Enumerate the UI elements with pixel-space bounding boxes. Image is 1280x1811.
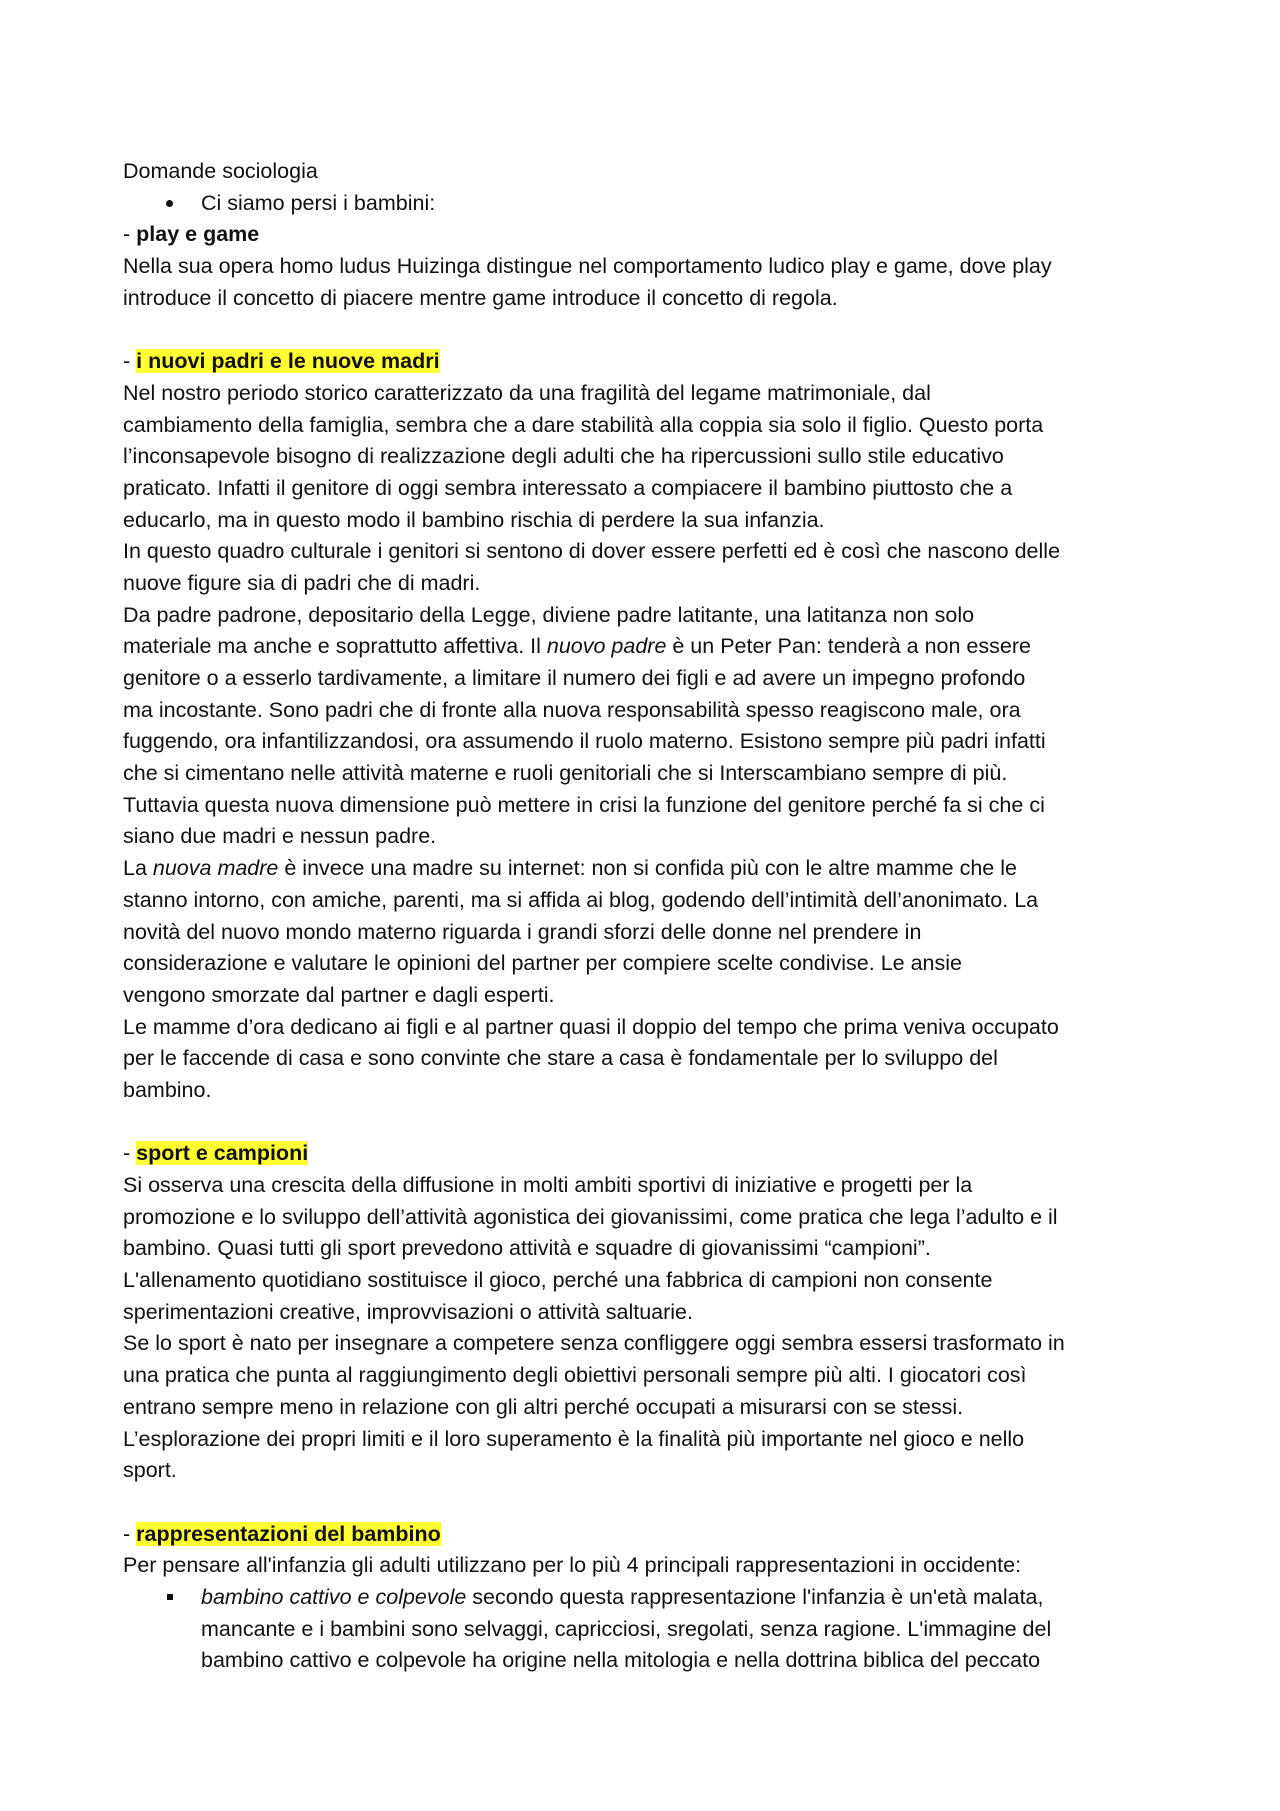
paragraph-line (123, 853, 1170, 885)
section-body-nuovi-padri (123, 378, 1170, 1107)
section-heading-rappresentazioni (123, 1519, 1170, 1551)
paragraph-line: promozione e lo sviluppo dell’attività agonistica dei giovanissimi, come pratica che lega l’adulto e il (123, 1204, 1058, 1229)
highlighted-heading: sport e campioni (136, 1141, 309, 1166)
paragraph-line: Nel nostro periodo storico caratterizzato da una fragilità del legame matrimoniale, dal (123, 380, 931, 405)
paragraph-line: stanno intorno, con amiche, parenti, ma si affida ai blog, godendo dell’intimità dell’anonimato. La (123, 887, 1039, 912)
paragraph-line: Se lo sport è nato per insegnare a competere senza confliggere oggi sembra essersi trasformato in (123, 1331, 1065, 1356)
italic-term: nuovo padre (546, 634, 667, 659)
blank-line (123, 314, 1170, 346)
paragraph-line: L’esplorazione dei propri limiti e il loro superamento è la finalità più importante nel gioco e nello (123, 1426, 1025, 1451)
blank-line (123, 1487, 1170, 1519)
paragraph-line: novità del nuovo mondo materno riguarda i grandi sforzi delle donne nel prendere in (123, 919, 922, 944)
section-body-sport-campioni (123, 1170, 1170, 1487)
highlighted-heading: rappresentazioni del bambino (136, 1521, 441, 1546)
list-item (123, 1582, 1170, 1677)
text-run: è invece una madre su internet: non si confida più con le altre mamme che le (278, 856, 1017, 881)
section-heading-nuovi-padri (123, 346, 1170, 378)
paragraph-line: considerazione e valutare le opinioni del partner per compiere scelte condivise. Le ansie (123, 951, 962, 976)
paragraph-line: bambino. Quasi tutti gli sport prevedono attività e squadre di giovanissimi “campioni”. (123, 1236, 931, 1261)
italic-term: bambino cattivo e colpevole (201, 1584, 467, 1609)
dash: - (123, 349, 137, 374)
dash: - (123, 222, 137, 247)
paragraph-line: sperimentazioni creative, improvvisazioni o attività saltuarie. (123, 1299, 693, 1324)
paragraph-line: entrano sempre meno in relazione con gli altri perché occupati a misurarsi con se stessi. (123, 1394, 964, 1419)
paragraph-line: educarlo, ma in questo modo il bambino rischia di perdere la sua infanzia. (123, 507, 825, 532)
paragraph-line: sport. (123, 1458, 177, 1483)
section-heading-sport-campioni (123, 1138, 1170, 1170)
dash: - (123, 1141, 137, 1166)
bullet-item (123, 188, 1170, 220)
paragraph-line: ma incostante. Sono padri che di fronte alla nuova responsabilità spesso reagiscono male, ora (123, 697, 1021, 722)
paragraph-line: che si cimentano nelle attività materne e ruoli genitoriali che si Interscambiano sempre di più. (123, 761, 1008, 786)
list-item-line: mancante e i bambini sono selvaggi, capricciosi, sregolati, senza ragione. L'immagine del (201, 1616, 1052, 1641)
paragraph-line: vengono smorzate dal partner e dagli esperti. (123, 982, 555, 1007)
bullet-dot-icon (166, 200, 173, 207)
paragraph-line: Le mamme d’ora dedicano ai figli e al partner quasi il doppio del tempo che prima veniva occupato (123, 1014, 1059, 1039)
paragraph-line: praticato. Infatti il genitore di oggi sembra interessato a compiacere il bambino piuttosto che a (123, 475, 1013, 500)
paragraph-line: per le faccende di casa e sono convinte che stare a casa è fondamentale per lo sviluppo del (123, 1046, 998, 1071)
italic-term: nuova madre (152, 856, 279, 881)
dash: - (123, 1521, 137, 1546)
list-item-line (201, 1582, 1170, 1614)
paragraph-line: In questo quadro culturale i genitori si sentono di dover essere perfetti ed è così che nascono delle (123, 539, 1061, 564)
text-run: è un Peter Pan: tenderà a non essere (666, 634, 1031, 659)
paragraph-line: cambiamento della famiglia, sembra che a dare stabilità alla coppia sia solo il figlio. Questo porta (123, 412, 1044, 437)
paragraph-line: una pratica che punta al raggiungimento degli obiettivi personali sempre più alti. I giocatori così (123, 1363, 1027, 1388)
document-title: Domande sociologia (123, 159, 318, 183)
paragraph-line: Si osserva una crescita della diffusione in molti ambiti sportivi di iniziative e progetti per la (123, 1173, 973, 1197)
text-run: La (123, 856, 153, 881)
paragraph-line: fuggendo, ora infantilizzandosi, ora assumendo il ruolo materno. Esistono sempre più padri infatti (123, 729, 1046, 754)
paragraph-line: Nella sua opera homo ludus Huizinga distingue nel comportamento ludico play e game, dove play (123, 254, 1052, 279)
paragraph-line: siano due madri e nessun padre. (123, 824, 437, 849)
paragraph-line: genitore o a esserlo tardivamente, a limitare il numero dei figli e ad avere un impegno profondo (123, 666, 1026, 690)
paragraph-line: Da padre padrone, depositario della Legge, diviene padre latitante, una latitanza non solo (123, 602, 975, 627)
paragraph-line: Per pensare all'infanzia gli adulti utilizzano per lo più 4 principali rappresentazioni in occidente: (123, 1553, 1022, 1578)
highlighted-heading: i nuovi padri e le nuove madri (136, 349, 440, 374)
list-item-line: bambino cattivo e colpevole ha origine nella mitologia e nella dottrina biblica del peccato (201, 1648, 1041, 1673)
section-body-play-game (123, 251, 1170, 314)
text-run: materiale ma anche e soprattutto affettiva. Il (123, 634, 547, 659)
paragraph-line: introduce il concetto di piacere mentre game introduce il concetto di regola. (123, 285, 838, 310)
paragraph-line: Tuttavia questa nuova dimensione può mettere in crisi la funzione del genitore perché fa si che ci (123, 792, 1045, 817)
bullet-text: Ci siamo persi i bambini: (201, 190, 436, 215)
heading-text: play e game (136, 222, 260, 247)
paragraph-line: bambino. (123, 1077, 212, 1102)
blank-line (123, 1107, 1170, 1139)
paragraph-line: l’inconsapevole bisogno di realizzazione degli adulti che ha ripercussioni sullo stile educativo (123, 444, 1004, 469)
square-bullet-icon (167, 1594, 173, 1600)
paragraph-line: L'allenamento quotidiano sostituisce il gioco, perché una fabbrica di campioni non consente (123, 1268, 993, 1293)
paragraph-line: nuove figure sia di padri che di madri. (123, 570, 481, 595)
text-run: secondo questa rappresentazione l'infanzia è un'età malata, (466, 1584, 1044, 1609)
paragraph-line (123, 631, 1170, 663)
section-heading-play-game (123, 219, 1170, 251)
